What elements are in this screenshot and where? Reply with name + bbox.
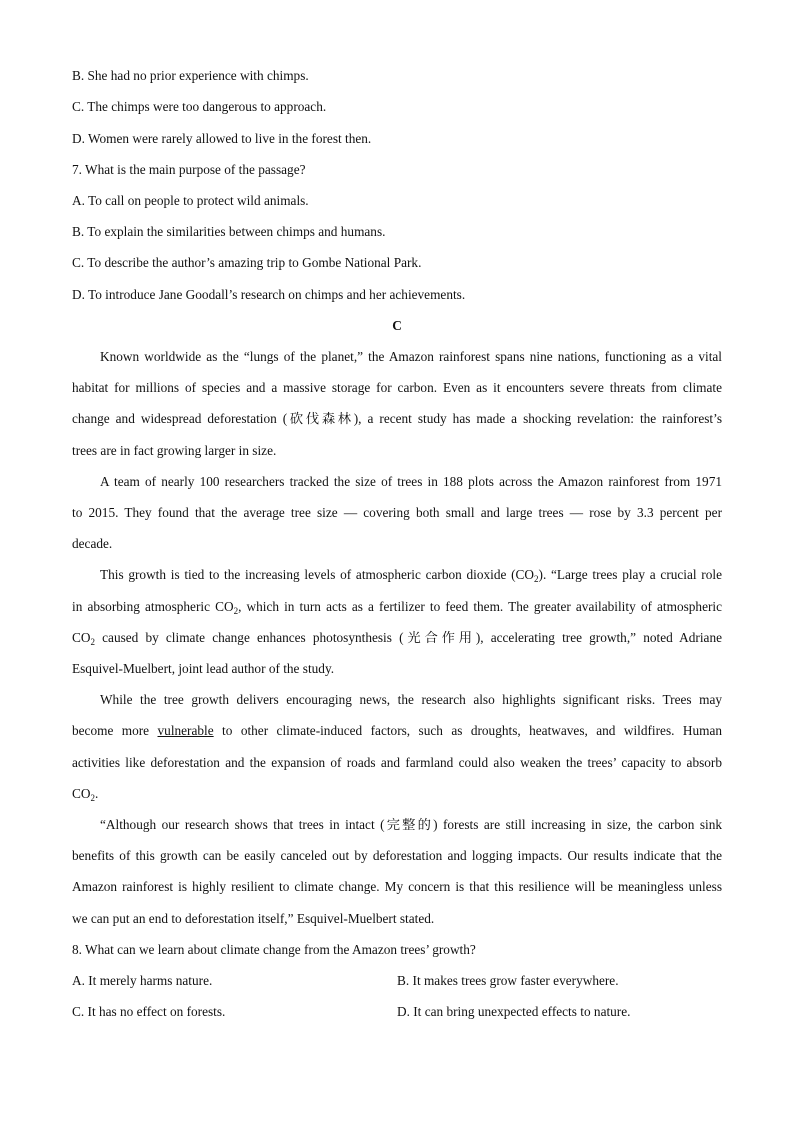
section-label: C [392,318,402,333]
p5-line-4: we can put an end to deforestation itself,” Esquivel-Muelbert stated. [72,911,435,926]
q7-option-c: C. To describe the author’s amazing trip to Gombe National Park. [72,255,422,270]
p2-line-3: decade. [72,536,113,551]
p1-line-2: habitat for millions of species and a massive storage for carbon. Even as it encounters severe threats from climate [72,380,722,395]
q7-question: 7. What is the main purpose of the passage? [72,162,306,177]
q8-option-a: A. It merely harms nature. [72,973,213,988]
q6-option-d: D. Women were rarely allowed to live in the forest then. [72,131,372,146]
p3-line-1: This growth is tied to the increasing levels of atmospheric carbon dioxide $(CO_2)$. “Large trees play a crucial role [100,567,722,584]
p1-line-4: trees are in fact growing larger in size. [72,443,277,458]
p1-line-3: change and widespread deforestation (砍伐森林), a recent study has made a shocking revelation: the rainforest’s [72,411,722,426]
q6-option-c: C. The chimps were too dangerous to approach. [72,99,327,114]
vocab-vulnerable: vulnerable [157,723,214,738]
q8-option-c: C. It has no effect on forests. [72,1004,226,1019]
p2-line-2: to 2015. They found that the average tree size — covering both small and large trees — rose by 3.3 percent per [72,505,722,520]
p4-line-3: activities like deforestation and the expansion of roads and farmland could also weaken the trees’ capacity to absorb [72,755,722,770]
q7-option-d: D. To introduce Jane Goodall’s research on chimps and her achievements. [72,287,466,302]
q8-option-d: D. It can bring unexpected effects to nature. [397,1004,631,1019]
p2-line-1: A team of nearly 100 researchers tracked the size of trees in 188 plots across the Amazon rainforest from 1971 [100,474,722,489]
q8-question: 8. What can we learn about climate change from the Amazon trees’ growth? [72,942,476,957]
q7-option-a: A. To call on people to protect wild animals. [72,193,309,208]
p5-line-1: “Although our research shows that trees in intact (完整的) forests are still increasing in size, the carbon sink [100,817,722,832]
p1-line-1: Known worldwide as the “lungs of the planet,” the Amazon rainforest spans nine nations, functioning as a vital [100,349,722,364]
p5-line-3: Amazon rainforest is highly resilient to climate change. My concern is that this resilience will be meaningless unless [72,879,722,894]
p3-line-4: Esquivel-Muelbert, joint lead author of the study. [72,661,335,676]
p5-line-2: benefits of this growth can be easily canceled out by deforestation and logging impacts. Our results indicate that the [72,848,722,863]
p3-line-3: $CO_2$ caused by climate change enhances photosynthesis (光合作用), accelerating tree growth,” noted Adriane [72,630,722,647]
p4-line-4: $CO_2$. [72,786,99,803]
p3-line-2: in absorbing atmospheric $CO_2$, which in turn acts as a fertilizer to feed them. The greater availability of atmospheric [72,599,722,616]
p4-line-2: become more vulnerable to other climate-induced factors, such as droughts, heatwaves, and wildfires. Human [72,723,722,738]
p4-line-1: While the tree growth delivers encouraging news, the research also highlights significant risks. Trees may [100,692,722,707]
q8-option-b: B. It makes trees grow faster everywhere. [397,973,619,988]
q7-option-b: B. To explain the similarities between chimps and humans. [72,224,386,239]
q6-option-b: B. She had no prior experience with chimps. [72,68,309,83]
